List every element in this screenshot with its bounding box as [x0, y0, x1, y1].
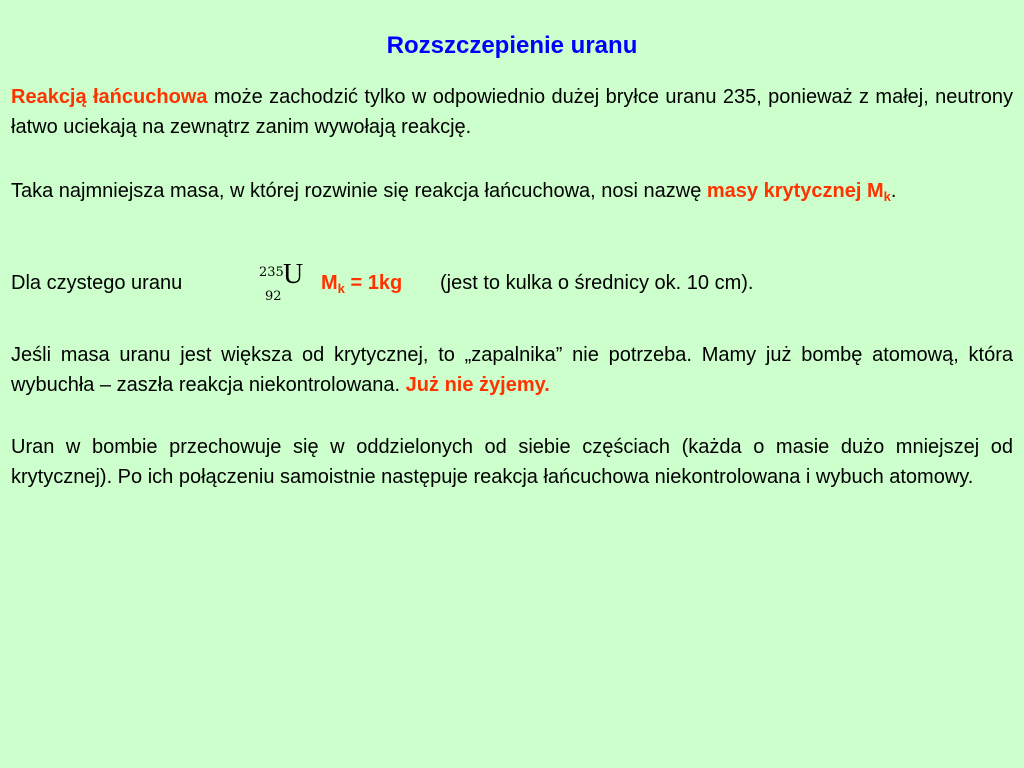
paragraph-chain-reaction [11, 82, 1013, 142]
critical-mass-subscript: k [337, 281, 345, 296]
paragraph-text: może zachodzić tylko w odpowiednio dużej bryłce uranu 235, ponieważ z małej, neutrony łatwo uciekają na zewnątrz zanim wywołają reakcję. [11, 86, 1013, 138]
warning-text: Już nie żyjemy. [405, 374, 550, 396]
critical-mass-label: masy krytycznej M [706, 180, 884, 202]
critical-mass-term [707, 180, 891, 202]
isotope-symbol: U [283, 259, 304, 290]
paragraph-bomb-storage: Uran w bombie przechowuje się w oddzielonych od siebie częściach (każda o masie dużo mniejszej od krytycznej). Po ich połączeniu samoistnie następuje reakcja łańcuchowa niekontrolowana i wybuch atomowy. [11, 436, 1013, 488]
isotope-atomic-number: 92 [265, 289, 282, 304]
critical-mass-subscript: k [883, 189, 891, 204]
chain-reaction-term: Reakcją łańcuchowa [11, 86, 208, 108]
uranium-isotope-notation [247, 258, 317, 306]
critical-mass-note: (jest to kulka o średnicy ok. 10 cm). [440, 272, 754, 294]
slide-title: Rozszczepienie uranu [386, 32, 638, 59]
isotope-mass-number: 235 [259, 265, 284, 280]
critical-mass-amount: = 1kg [344, 272, 403, 294]
critical-mass-value [321, 268, 402, 304]
paragraph-text: Taka najmniejsza masa, w której rozwinie się reakcja łańcuchowa, nosi nazwę [11, 180, 707, 202]
paragraph-text: Jeśli masa uranu jest większa od krytycznej, to „zapalnika” nie potrzeba. Mamy już bombę atomową, która wybuchła – zaszła reakcja niekontrolowana. [11, 344, 1013, 396]
paragraph-end: . [890, 180, 897, 202]
paragraph-atomic-bomb [11, 340, 1013, 400]
paragraph-text: Dla czystego uranu [11, 272, 183, 294]
critical-mass-symbol: M [321, 272, 338, 294]
paragraph-critical-mass [11, 176, 1013, 212]
